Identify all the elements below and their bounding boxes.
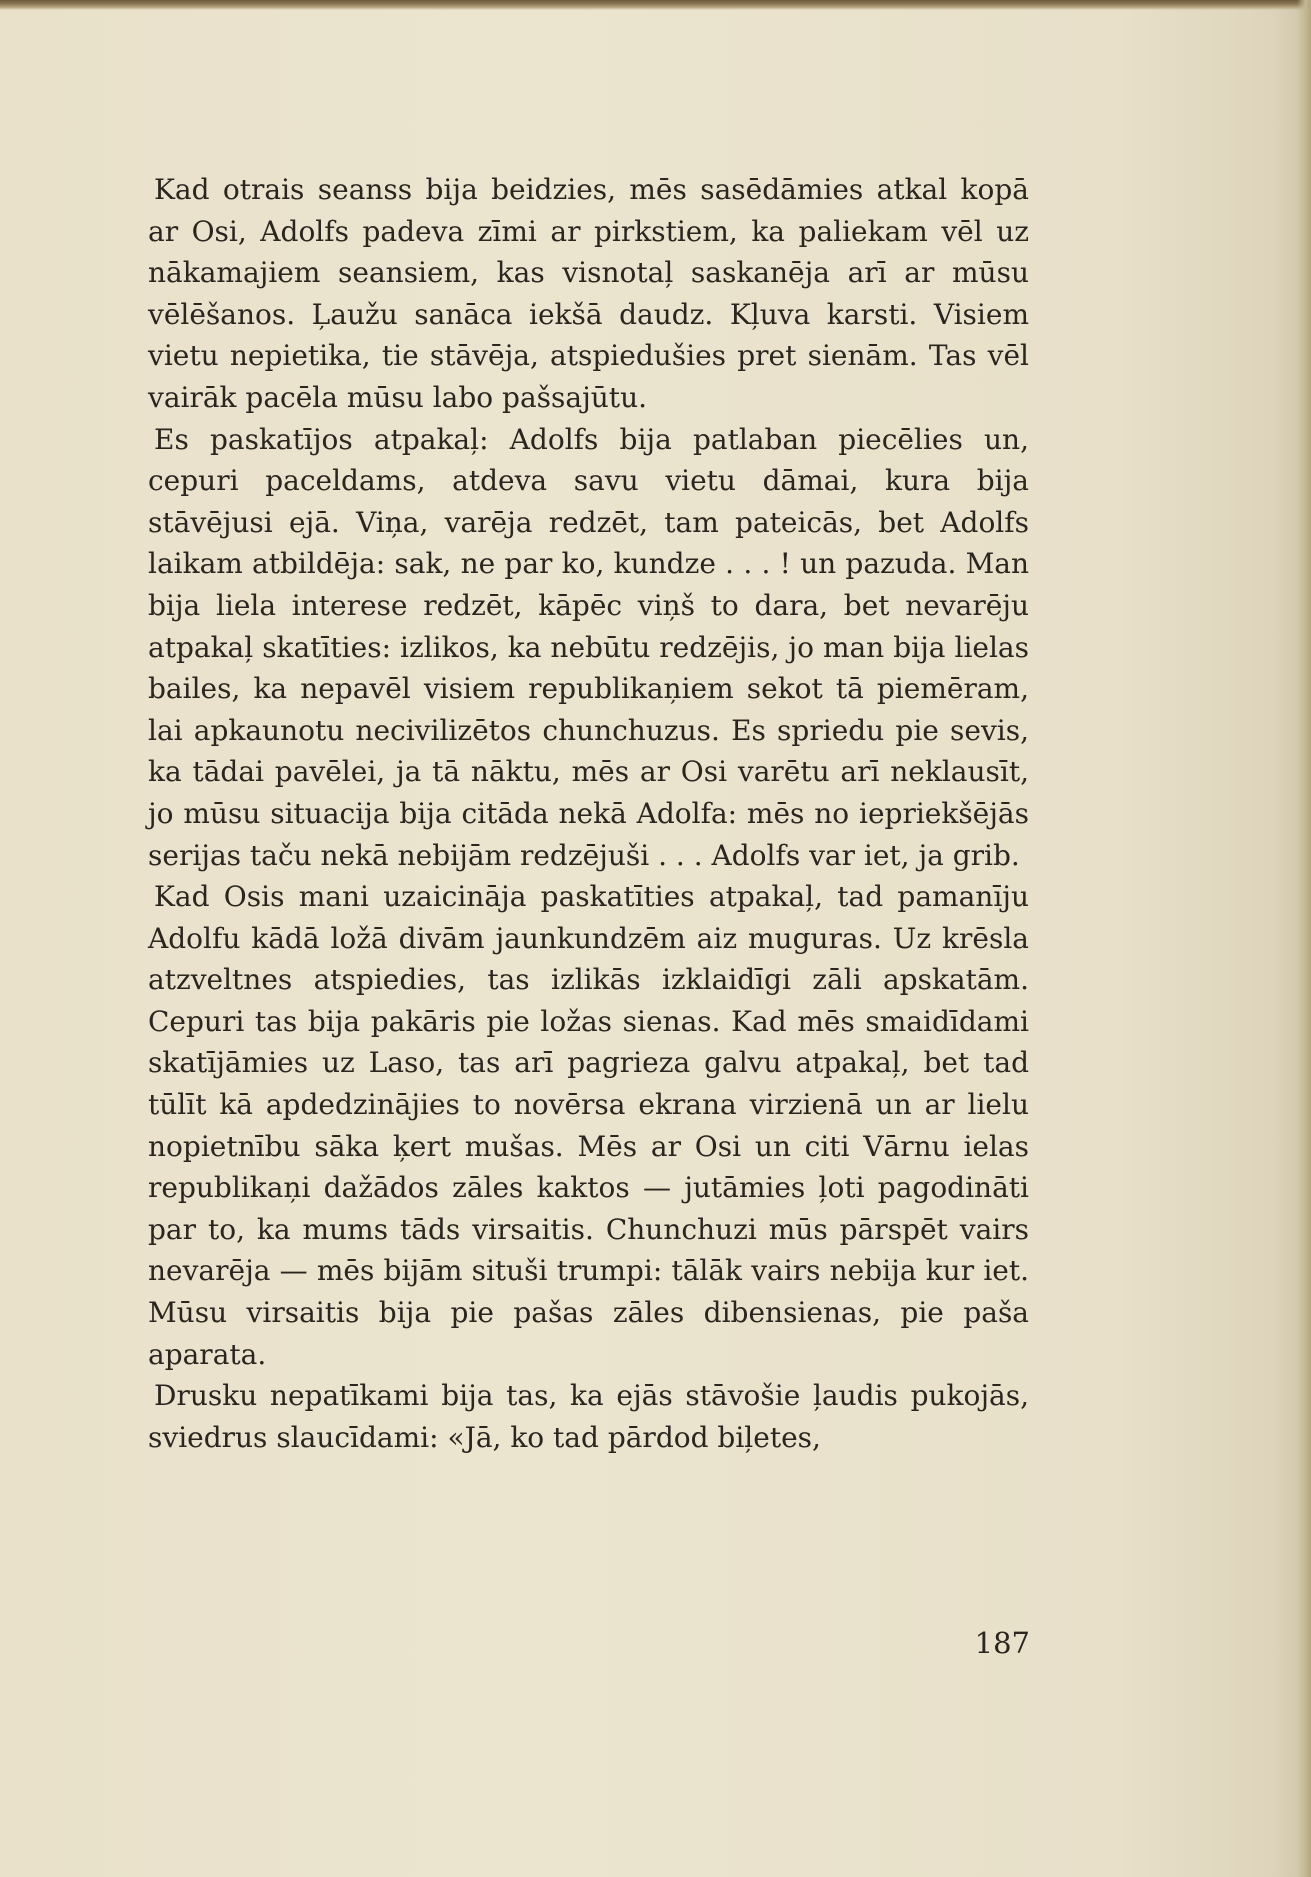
body-text [148, 169, 1029, 1458]
paragraph-2: Es paskatījos atpakaļ: Adolfs bija patlaban piecēlies un, cepuri paceldams, atdeva savu vietu dāmai, kura bija stāvējusi ejā. Viņa, varēja redzēt, tam pateicās, bet Adolfs laikam atbildēja: sak, ne par ko, kundze . . . ! un pazuda. Man bija liela interese redzēt, kāpēc viņš to dara, bet nevarēju atpakaļ skatīties: izlikos, ka nebūtu redzējis, jo man bija lielas bailes, ka nepavēl visiem republikaņiem sekot tā piemēram, lai apkaunotu necivilizētos chunchuzus. Es spriedu pie sevis, ka tādai pavēlei, ja tā nāktu, mēs ar Osi varētu arī neklausīt, jo mūsu situacija bija citāda nekā Adolfa: mēs no iepriekšējās serijas taču nekā nebijām redzējuši . . . Adolfs var iet, ja grib. [148, 422, 1029, 872]
page-right-edge [1297, 0, 1311, 1877]
paragraph-1: Kad otrais seanss bija beidzies, mēs sasēdāmies atkal kopā ar Osi, Adolfs padeva zīmi ar pirkstiem, ka paliekam vēl uz nākamajiem seansiem, kas visnotaļ saskanēja arī ar mūsu vēlēšanos. Ļaužu sanāca iekšā daudz. Kļuva karsti. Visiem vietu nepietika, tie stāvēja, atspiedušies pret sienām. Tas vēl vairāk pacēla mūsu labo pašsajūtu. [148, 173, 1029, 414]
paragraph-3: Kad Osis mani uzaicināja paskatīties atpakaļ, tad pamanīju Adolfu kādā ložā divām jaunkundzēm aiz muguras. Uz krēsla atzveltnes atspiedies, tas izlikās izklaidīgi zāli apskatām. Cepuri tas bija pakāris pie ložas sienas. Kad mēs smaidīdami skatījāmies uz Laso, tas arī pagrieza galvu atpakaļ, bet tad tūlīt kā apdedzinājies to novērsa ekrana virzienā un ar lielu nopietnību sāka ķert mušas. Mēs ar Osi un citi Vārnu ielas republikaņi dažādos zāles kaktos — jutāmies ļoti pagodināti par to, ka mums tāds virsaitis. Chunchuzi mūs pārspēt vairs nevarēja — mēs bijām situši trumpi: tālāk vairs nebija kur iet. Mūsu virsaitis bija pie pašas zāles dibensienas, pie paša aparata. [148, 880, 1029, 1371]
page-top-edge [0, 0, 1311, 10]
paragraph-4: Drusku nepatīkami bija tas, ka ejās stāvošie ļaudis pukojās, sviedrus slaucīdami: «Jā, ko tad pārdod biļetes, [148, 1379, 1029, 1454]
page-number: 187 [974, 1626, 1030, 1660]
